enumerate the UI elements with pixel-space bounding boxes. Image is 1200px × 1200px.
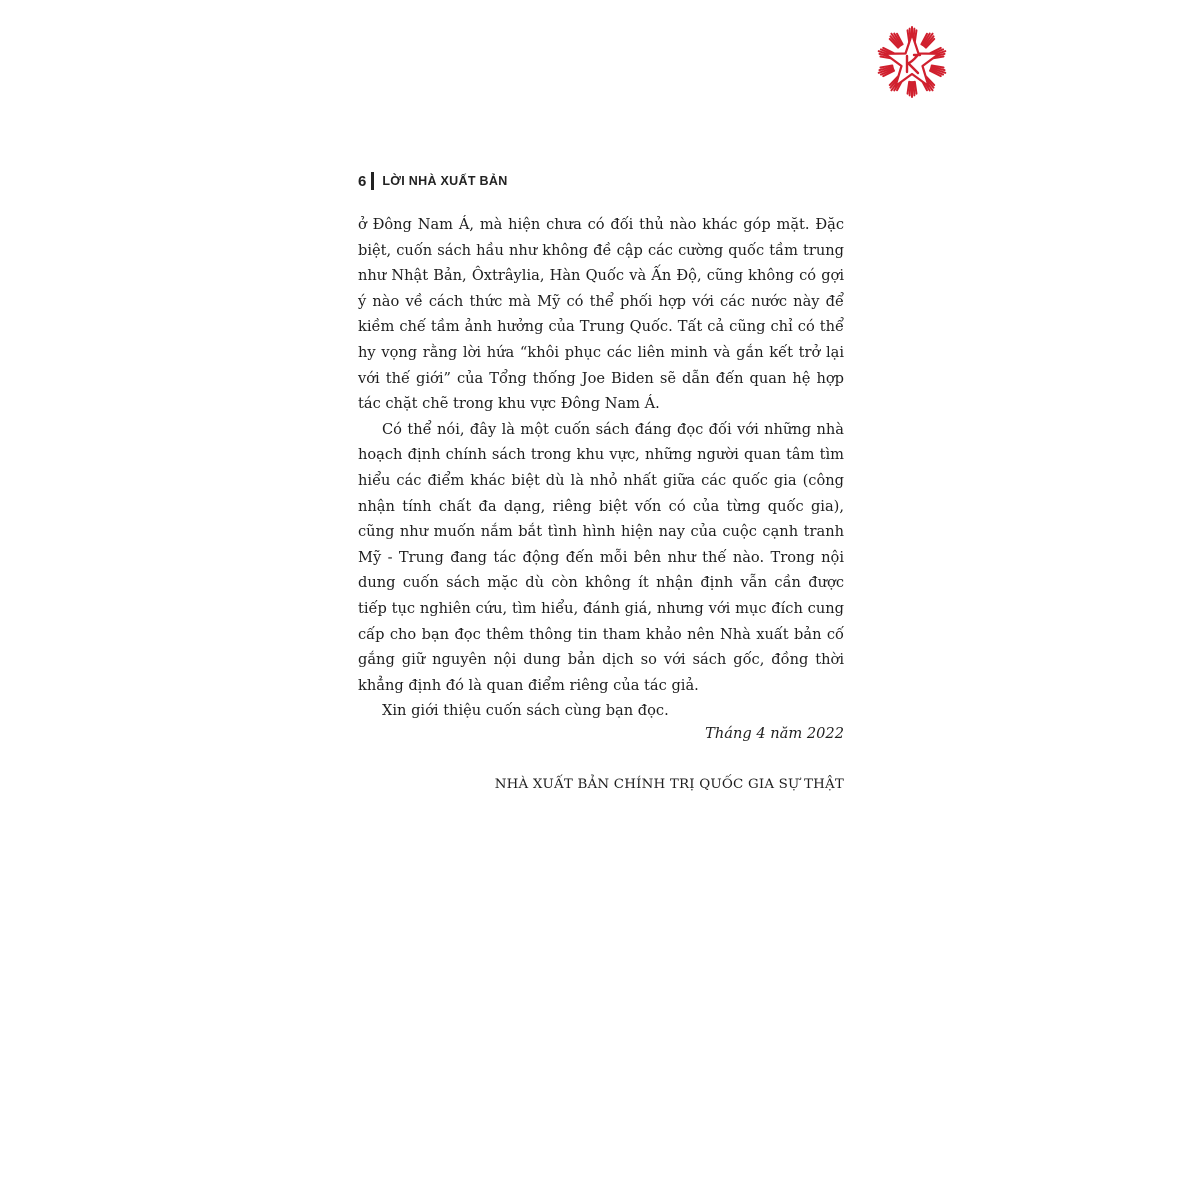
section-title: LỜI NHÀ XUẤT BẢN [382, 174, 508, 188]
header-divider [371, 172, 374, 190]
logo-ray [913, 82, 914, 95]
publisher-logo-icon [876, 26, 948, 98]
signature-publisher: NHÀ XUẤT BẢN CHÍNH TRỊ QUỐC GIA SỰ THẬT [494, 777, 844, 792]
paragraph-closing: Xin giới thiệu cuốn sách cùng bạn đọc. [382, 702, 669, 720]
paragraph: Có thể nói, đây là một cuốn sách đáng đọc đối với những nhà hoạch định chính sách trong khu vực, những người quan tâm tìm hiểu các điểm khác biệt dù là nhỏ nhất giữa các quốc gia (công nhận tính chất đa dạng, riêng biệt vốn có của từng quốc gia), cũng như muốn nắm bắt tình hình hiện nay của cuộc cạnh tranh Mỹ - Trung đang tác động đến mỗi bên như thế nào. Trong nội dung cuốn sách mặc dù còn không ít nhận định vẫn cần được tiếp tục nghiên cứu, tìm hiểu, đánh giá, nhưng với mục đích cung cấp cho bạn đọc thêm thông tin tham khảo nên Nhà xuất bản cố gắng giữ nguyên nội dung bản dịch so với sách gốc, đồng thời khẳng định đó là quan điểm riêng của tác giả. [358, 420, 844, 694]
running-head [358, 170, 508, 192]
body-text [358, 212, 844, 724]
signature-date: Tháng 4 năm 2022 [705, 725, 844, 742]
page-number: 6 [358, 172, 367, 190]
paragraph-continued: ở Đông Nam Á, mà hiện chưa có đối thủ nào khác góp mặt. Đặc biệt, cuốn sách hầu như không đề cập các cường quốc tầm trung như Nhật Bản, Ôxtrâylia, Hàn Quốc và Ấn Độ, cũng không có gợi ý nào về cách thức mà Mỹ có thể phối hợp với các nước này để kiềm chế tầm ảnh hưởng của Trung Quốc. Tất cả cũng chỉ có thể hy vọng rằng lời hứa “khôi phục các liên minh và gắn kết trở lại với thế giới” của Tổng thống Joe Biden sẽ dẫn đến quan hệ hợp tác chặt chẽ trong khu vực Đông Nam Á. [358, 216, 844, 413]
